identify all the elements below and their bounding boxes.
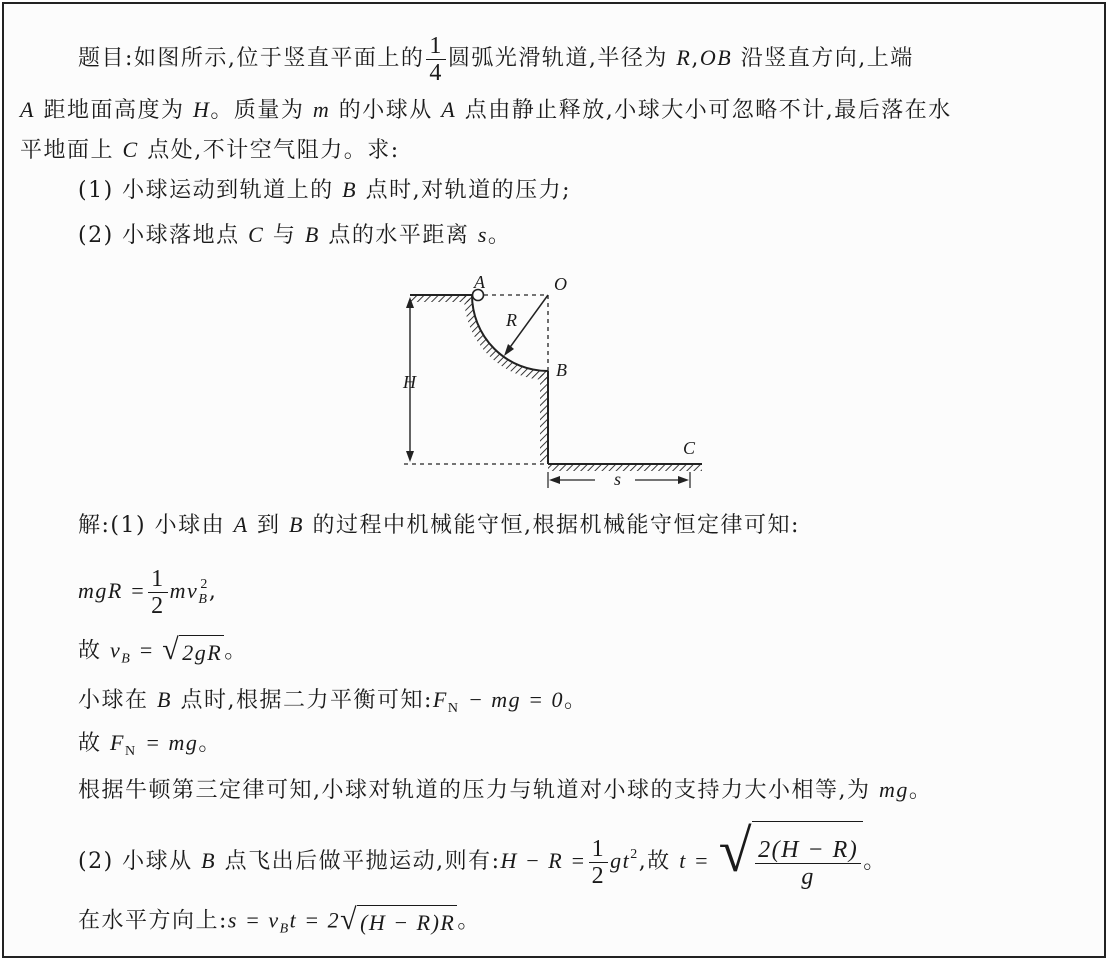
ground-hatch — [548, 465, 702, 471]
fraction-quarter: $\frac{1}{4}$ — [426, 33, 446, 86]
label-B: B — [556, 360, 567, 380]
height-arrow-bottom — [406, 451, 414, 462]
label-s: s — [614, 469, 622, 489]
track-diagram — [380, 268, 720, 498]
question-line-3: 平地面上 C 点处,不计空气阻力。求: — [20, 137, 400, 163]
sqrt-2gR: √ 2gR — [162, 633, 223, 666]
question-line-1: 题目:如图所示,位于竖直平面上的 $\frac{1}{4}$ 圆弧光滑轨道,半径为 R,OB 沿竖直方向,上端 — [78, 32, 914, 86]
solution-line-newton: 根据牛顿第三定律可知,小球对轨道的压力与轨道对小球的支持力大小相等,为 mg。 — [78, 777, 933, 803]
solution-line-distance: 在水平方向上:s = $v_Bt = 2$ √ (H − R)R 。 — [78, 903, 481, 937]
s-arrowhead-left — [549, 476, 560, 484]
label-H: H — [403, 372, 416, 392]
solution-line-1: 解:(1) 小球由 A 到 B 的过程中机械能守恒,根据机械能守恒定律可知: — [78, 512, 800, 538]
radius-arrowhead — [504, 344, 514, 356]
equation-energy: mgR = $\frac{1}{2}$ $mv_B^2$, — [78, 565, 218, 619]
label-A: A — [474, 272, 485, 292]
equation-FN: 故 $F_N$ = mg。 — [78, 730, 222, 759]
label-C: C — [683, 438, 696, 458]
question-part-1: (1) 小球运动到轨道上的 B 点时,对轨道的压力; — [78, 177, 572, 203]
wall-hatch — [540, 374, 547, 462]
solution-line-balance: 小球在 B 点时,根据二力平衡可知$:F_N$ − mg = 0。 — [78, 687, 588, 716]
question-part-2: (2) 小球落地点 C 与 B 点的水平距离 s。 — [78, 222, 512, 248]
arc-hatch — [464, 295, 548, 380]
quarter-arc-track — [472, 295, 548, 371]
sqrt-distance: √ (H − R)R — [340, 903, 456, 936]
label-R: R — [506, 310, 517, 330]
question-line-2: A 距地面高度为 H。质量为 m 的小球从 A 点由静止释放,小球大小可忽略不计,最后落在水 — [20, 97, 952, 123]
fraction-half: $\frac{1}{2}$ — [148, 566, 168, 619]
equation-vB: 故 $v_B$ = √ 2gR 。 — [78, 633, 248, 667]
solution-line-projectile: (2) 小球从 B 点飞出后做平抛运动,则有:H − R = $\frac{1}{2}$ $gt^2$,故 t = √ $\frac{2(H - R)}{g}$ 。 — [78, 815, 887, 895]
label-O: O — [554, 274, 567, 294]
sqrt-time: √ $\frac{2(H - R)}{g}$ — [719, 821, 864, 904]
top-ledge-hatch — [410, 296, 470, 302]
s-arrowhead-right — [678, 476, 689, 484]
fraction-half-2: $\frac{1}{2}$ — [589, 836, 609, 889]
